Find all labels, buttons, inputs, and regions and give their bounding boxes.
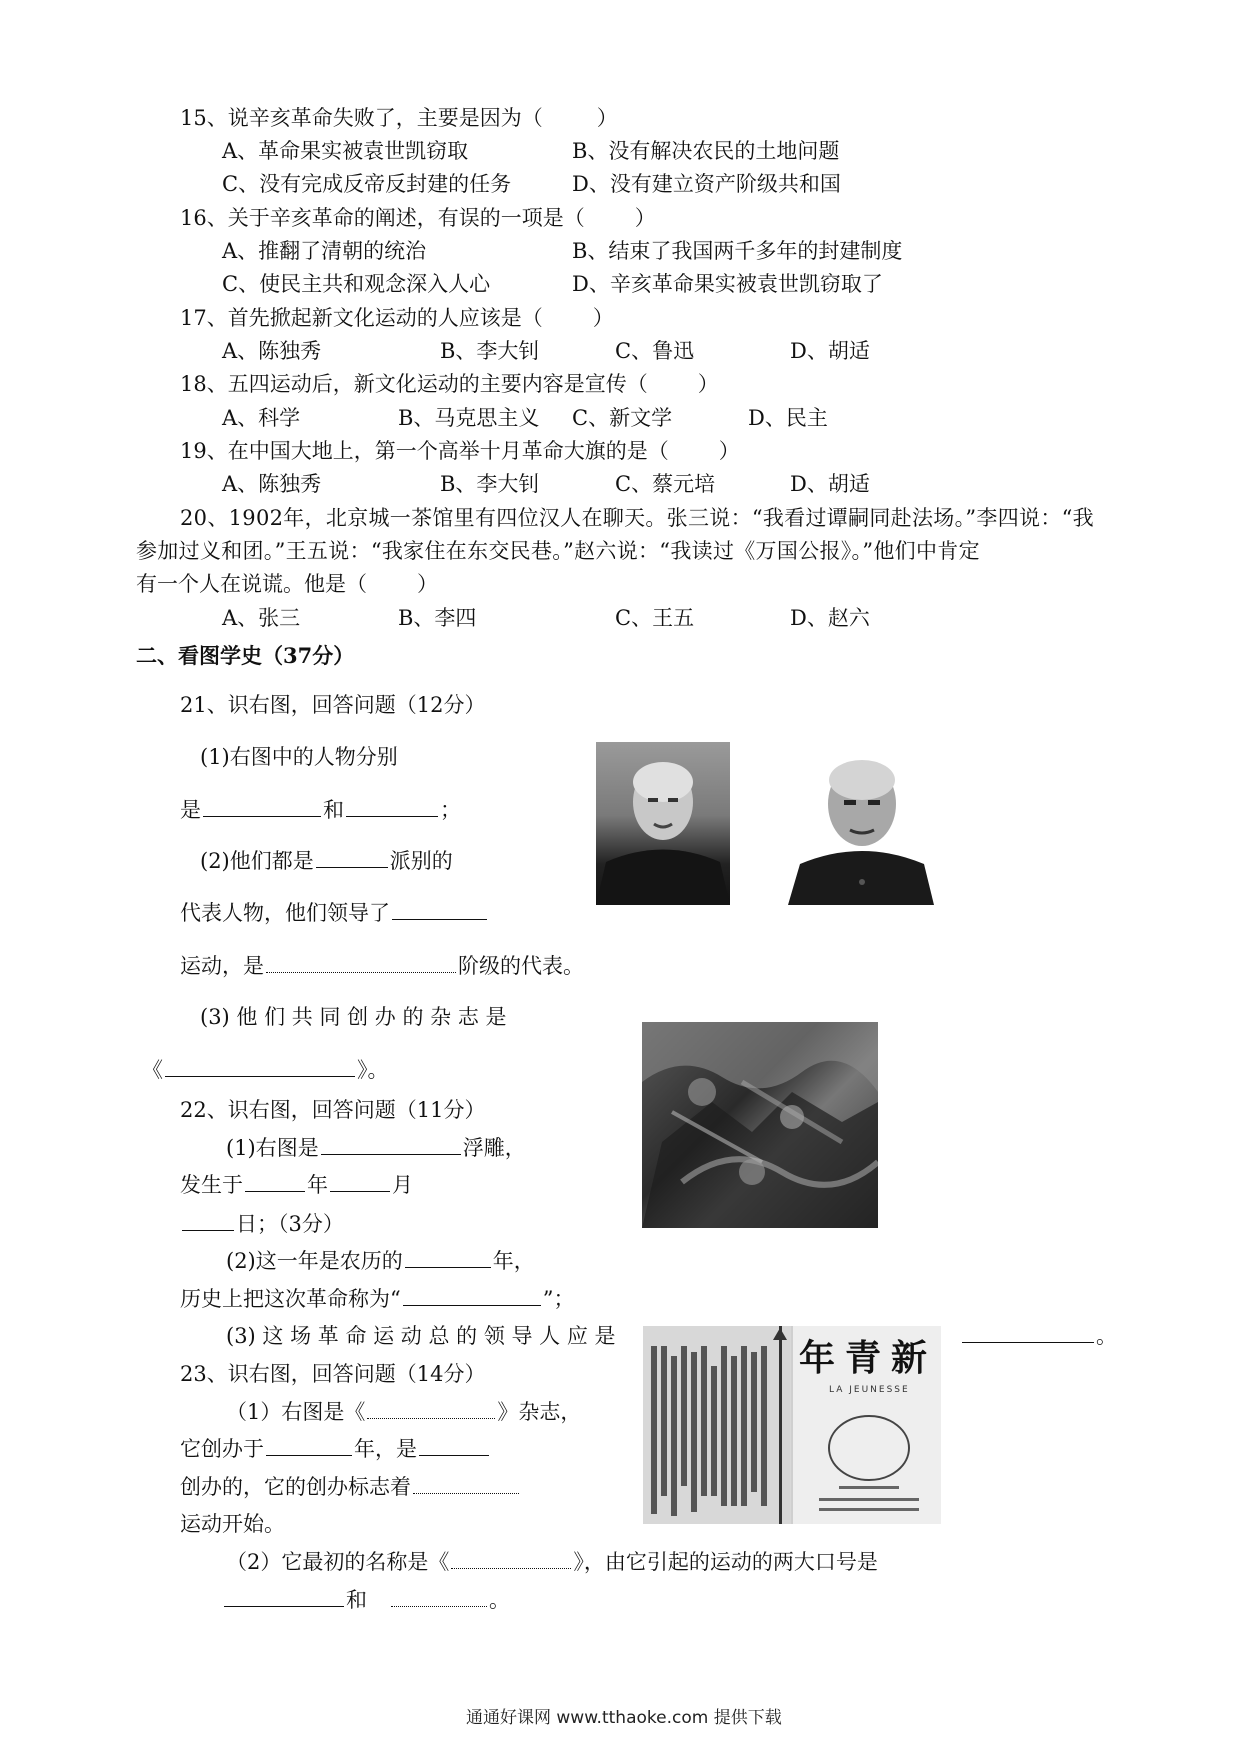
option-b: B、李四	[398, 606, 477, 630]
answer-blank[interactable]	[321, 1153, 461, 1155]
option-c: C、新文学	[572, 406, 673, 430]
option-a: A、陈独秀	[222, 339, 322, 363]
answer-line: 是 和 ；	[180, 798, 461, 822]
question-text: 16、关于辛亥革命的阐述，有误的一项是（ ）	[180, 206, 656, 230]
option-a: A、陈独秀	[222, 472, 322, 496]
option-c: C、使民主共和观念深入人心	[222, 272, 491, 296]
sub-question-2: (2)他们都是 派别的	[200, 849, 453, 873]
section-heading: 二、看图学史（37分）	[136, 643, 355, 668]
option-a: A、推翻了清朝的统治	[222, 239, 427, 263]
question-text: 18、五四运动后，新文化运动的主要内容是宣传（ ）	[180, 372, 719, 396]
answer-line: 发生于 年 月	[180, 1173, 413, 1197]
question-title: 22、识右图，回答问题（11分）	[180, 1098, 486, 1122]
answer-blank[interactable]	[266, 1454, 352, 1456]
answer-line: 代表人物，他们领导了	[180, 903, 489, 924]
option-b: B、李大钊	[440, 472, 540, 496]
answer-blank[interactable]	[419, 1454, 489, 1456]
new-youth-magazine-photo	[643, 1326, 941, 1524]
portrait-photo-1	[596, 742, 730, 905]
option-d: D、没有建立资产阶级共和国	[572, 172, 841, 196]
answer-blank[interactable]	[330, 1190, 390, 1192]
answer-blank[interactable]	[413, 1492, 519, 1494]
question-text: 15、说辛亥革命失败了，主要是因为（ ）	[180, 106, 618, 130]
question-text-line3: 有一个人在说谎。他是（ ）	[136, 572, 438, 596]
sub-question-1: (1)右图是 浮雕，	[226, 1136, 526, 1160]
answer-blank[interactable]	[392, 918, 487, 920]
sub-question-3: (3) 他 们 共 同 创 办 的 杂 志 是	[200, 1005, 507, 1029]
answer-blank[interactable]	[266, 971, 456, 973]
answer-line: 历史上把这次革命称为“ ”；	[180, 1287, 575, 1311]
option-a: A、张三	[222, 606, 301, 630]
answer-blank[interactable]	[165, 1075, 355, 1077]
option-d: D、赵六	[790, 606, 870, 630]
answer-blank[interactable]	[962, 1341, 1094, 1343]
answer-blank[interactable]	[405, 1266, 491, 1268]
answer-line: 日；（3分）	[180, 1214, 344, 1235]
answer-blank[interactable]	[451, 1567, 571, 1569]
question-title: 21、识右图，回答问题（12分）	[180, 693, 486, 717]
question-title: 23、识右图，回答问题（14分）	[180, 1362, 486, 1386]
option-b: B、结束了我国两千多年的封建制度	[572, 239, 903, 263]
option-b: B、李大钊	[440, 339, 540, 363]
option-c: C、鲁迅	[615, 339, 695, 363]
answer-line: 和 。	[222, 1590, 510, 1611]
magazine-title: 年青新	[799, 1337, 938, 1379]
question-text-line2: 参加过义和团。”王五说：“我家住在东交民巷。”赵六说：“我读过《万国公报》。”他们中肯定	[136, 539, 980, 563]
answer-line: 《 》。	[142, 1058, 389, 1082]
option-d: D、民主	[748, 406, 828, 430]
sub-question-1: （1）右图是《 》杂志，	[226, 1400, 582, 1424]
answer-blank[interactable]	[391, 1605, 487, 1607]
answer-blank[interactable]	[346, 815, 438, 817]
option-c: C、王五	[615, 606, 695, 630]
answer-line: 它创办于 年，是	[180, 1439, 491, 1460]
option-d: D、辛亥革命果实被袁世凯窃取了	[572, 272, 883, 296]
sub-question-2: (2)这一年是农历的 年，	[226, 1249, 535, 1273]
magazine-subtitle: LA JEUNESSE	[829, 1385, 910, 1395]
option-a: A、科学	[222, 406, 301, 430]
option-b: B、没有解决农民的土地问题	[572, 139, 840, 163]
answer-line: 运动，是 阶级的代表。	[180, 954, 584, 978]
answer-line: 创办的，它的创办标志着	[180, 1477, 521, 1498]
answer-blank[interactable]	[367, 1417, 495, 1419]
option-d: D、胡适	[790, 339, 870, 363]
answer-blank[interactable]	[245, 1190, 305, 1192]
answer-blank[interactable]	[403, 1304, 541, 1306]
portrait-photo-2	[778, 742, 938, 905]
question-text: 19、在中国大地上，第一个高举十月革命大旗的是（ ）	[180, 439, 740, 463]
answer-blank[interactable]	[182, 1229, 234, 1231]
footer-credit: 通通好课网 www.tthaoke.com 提供下载	[466, 1708, 782, 1728]
answer-blank[interactable]	[224, 1605, 344, 1607]
option-a: A、革命果实被袁世凯窃取	[222, 139, 469, 163]
option-b: B、马克思主义	[398, 406, 540, 430]
answer-blank[interactable]	[203, 815, 321, 817]
answer-line: 。	[960, 1326, 1117, 1347]
sub-question-1: (1)右图中的人物分别	[200, 745, 398, 769]
option-c: C、蔡元培	[615, 472, 716, 496]
relief-sculpture-photo	[642, 1022, 878, 1228]
option-c: C、没有完成反帝反封建的任务	[222, 172, 512, 196]
answer-line: 运动开始。	[180, 1512, 285, 1536]
question-text: 17、首先掀起新文化运动的人应该是（ ）	[180, 306, 614, 330]
option-d: D、胡适	[790, 472, 870, 496]
question-text-line1: 20、1902年，北京城一茶馆里有四位汉人在聊天。张三说：“我看过谭嗣同赴法场。”李四说：“我	[180, 506, 1094, 530]
sub-question-2: （2）它最初的名称是《 》，由它引起的运动的两大口号是	[226, 1550, 878, 1574]
sub-question-3: (3) 这 场 革 命 运 动 总 的 领 导 人 应 是	[226, 1324, 616, 1348]
answer-blank[interactable]	[316, 866, 388, 868]
